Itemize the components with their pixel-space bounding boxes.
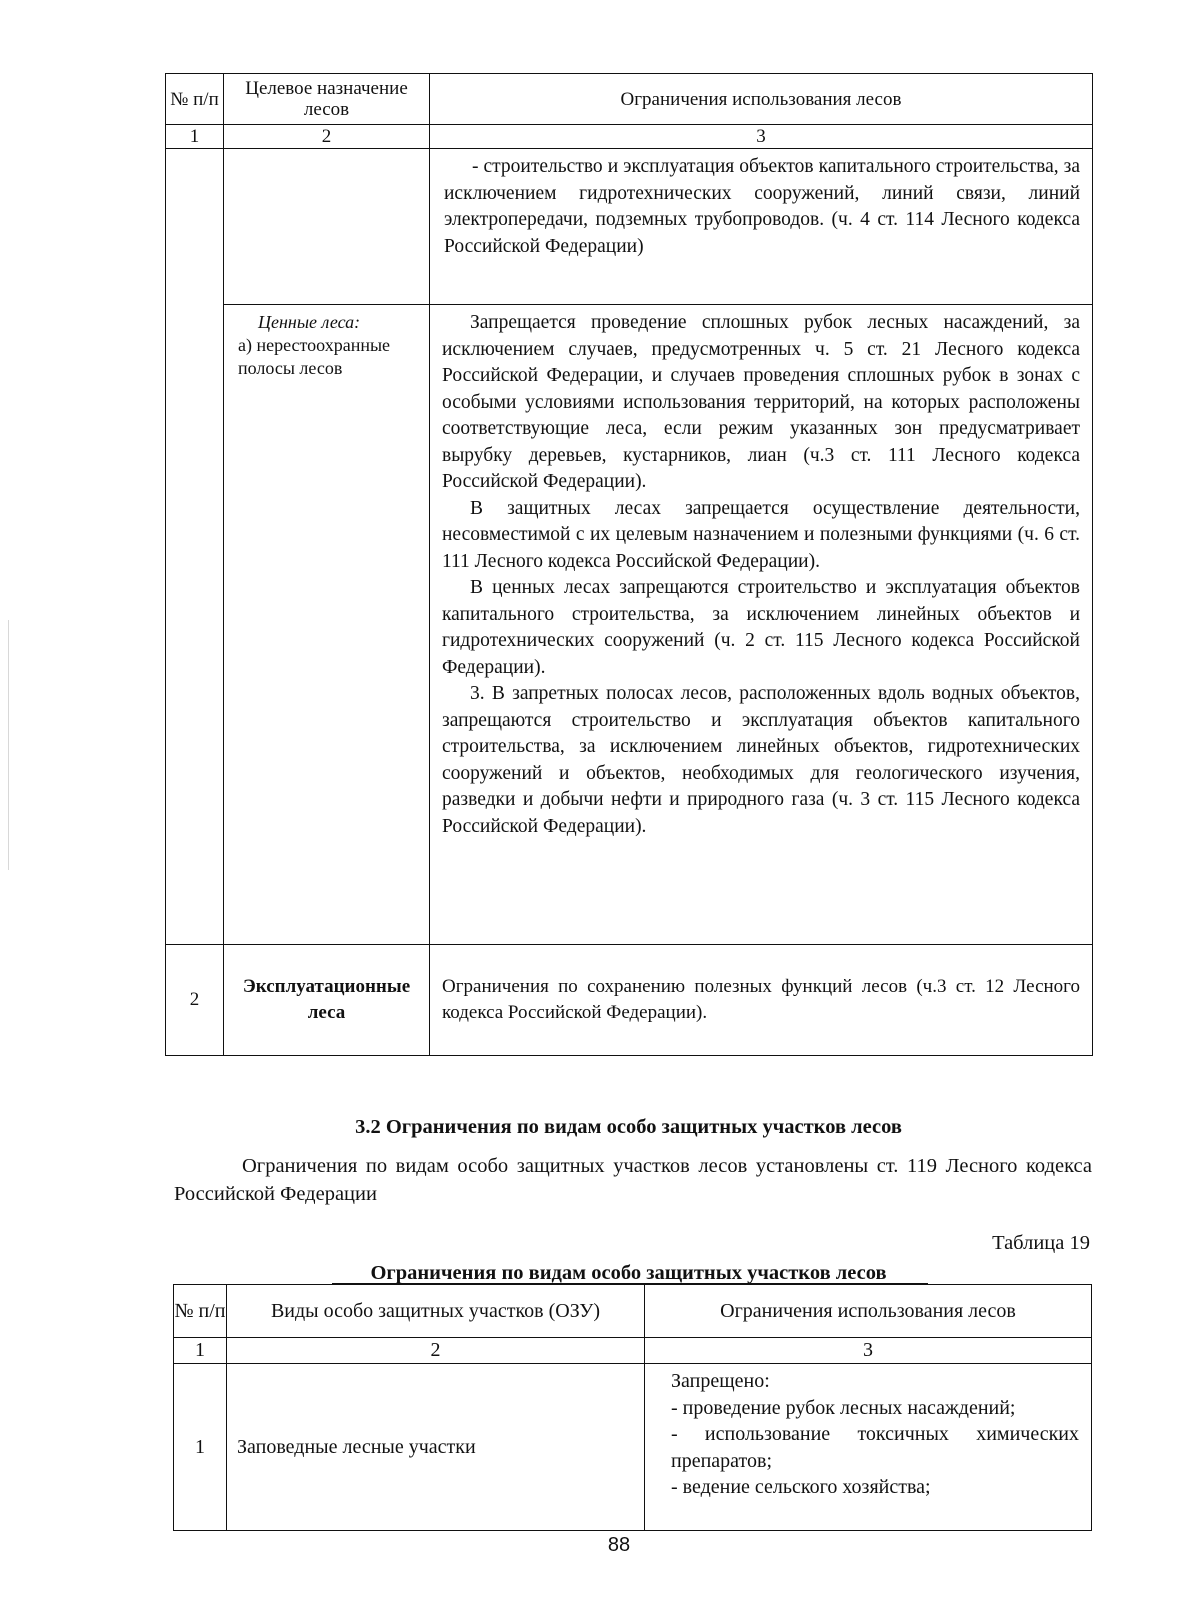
restriction-text-cell: [430, 149, 1093, 305]
column-numbers-row: [174, 1338, 1092, 1364]
section-heading: 3.2 Ограничения по видам особо защитных участков лесов: [355, 1116, 902, 1138]
restriction-line: - проведение рубок лесных насаждений;: [671, 1396, 1016, 1419]
row-number: 2: [166, 945, 224, 1056]
header-number: № п/п: [174, 1285, 227, 1338]
header-restrictions: Ограничения использования лесов: [430, 74, 1093, 125]
header-protected-area-types: Виды особо защитных участков (ОЗУ): [227, 1285, 645, 1338]
scan-artifact-line: [8, 620, 9, 870]
column-number: 1: [166, 125, 224, 149]
purpose-cell: [224, 305, 430, 945]
header-forest-purpose: Целевое назначение лесов: [224, 74, 430, 125]
page-number: 88: [607, 1534, 631, 1556]
table-row: [174, 1364, 1092, 1531]
restriction-line: - ведение сельского хозяйства;: [671, 1476, 931, 1498]
restriction-text: - строительство и эксплуатация объектов капитального строительства, за исключением гидротехнических сооружений, линий связи, линий электропередачи, подземных трубопроводов. (ч. 4 ст. 114 Лесного кодекса Российской Федерации): [444, 156, 1080, 257]
forest-purpose-table: [165, 73, 1093, 1056]
spawning-protection-label: а) нерестоохранные полосы лесов: [238, 335, 391, 378]
restriction-paragraph: В защитных лесах запрещается осуществление деятельности, несовместимой с их целевым назначением и полезными функциями (ч. 6 ст. 111 Лесного кодекса Российской Федерации).: [442, 497, 1080, 572]
row-number-cell: [166, 149, 224, 945]
valuable-forests-label: Ценные леса:: [258, 312, 361, 332]
protected-areas-table: [173, 1284, 1092, 1531]
protected-area-type: Заповедные лесные участки: [227, 1364, 645, 1531]
column-number: 3: [430, 125, 1093, 149]
row-number: 1: [174, 1364, 227, 1531]
restriction-paragraph: В ценных лесах запрещаются строительство и эксплуатация объектов капитального строительства, за исключением линейных объектов и гидротехнических сооружений (ч. 2 ст. 115 Лесного кодекса Российской Федерации).: [442, 577, 1080, 678]
column-number: 3: [645, 1338, 1092, 1364]
restriction-text-cell: [430, 305, 1093, 945]
header-number: № п/п: [166, 74, 224, 125]
table-header-row: [174, 1285, 1092, 1338]
restriction-line: - использование токсичных химических препаратов;: [671, 1423, 1079, 1472]
column-numbers-row: [166, 125, 1093, 149]
column-number: 1: [174, 1338, 227, 1364]
restriction-paragraph: Запрещается проведение сплошных рубок лесных насаждений, за исключением случаев, предусмотренных ч. 5 ст. 21 Лесного кодекса Российской Федерации, и случаев проведения сплошных рубок в зонах с особыми условиями использования территорий, на которых расположены соответствующие леса, если режим указанных зон предусматривает вырубку деревьев, кустарников, лиан (ч.3 ст. 111 Лесного кодекса Российской Федерации).: [442, 312, 1080, 492]
column-number: 2: [224, 125, 430, 149]
header-restrictions: Ограничения использования лесов: [645, 1285, 1092, 1338]
restriction-paragraph: 3. В запретных полосах лесов, расположенных вдоль водных объектов, запрещаются строительство и эксплуатация объектов капитального строительства, за исключением линейных объектов, гидротехнических сооружений и объектов, необходимых для геологического изучения, разведки и добычи нефти и природного газа (ч. 3 ст. 115 Лесного кодекса Российской Федерации).: [442, 683, 1080, 837]
empty-purpose-cell: [224, 149, 430, 305]
restriction-text: Ограничения по сохранению полезных функций лесов (ч.3 ст. 12 Лесного кодекса Российской Федерации).: [430, 945, 1093, 1056]
restriction-line: Запрещено:: [671, 1370, 770, 1392]
table-title: Ограничения по видам особо защитных участков лесов: [370, 1262, 887, 1284]
table-row: [166, 149, 1093, 305]
section-paragraph: Ограничения по видам особо защитных участков лесов установлены ст. 119 Лесного кодекса Российской Федерации: [174, 1155, 1092, 1205]
table-row: [166, 945, 1093, 1056]
table-row: [166, 305, 1093, 945]
table-header-row: [166, 74, 1093, 125]
column-number: 2: [227, 1338, 645, 1364]
table-number: Таблица 19: [992, 1232, 1090, 1254]
exploitation-forests-label: Эксплуатационные леса: [224, 945, 430, 1056]
restriction-list-cell: [645, 1364, 1092, 1531]
